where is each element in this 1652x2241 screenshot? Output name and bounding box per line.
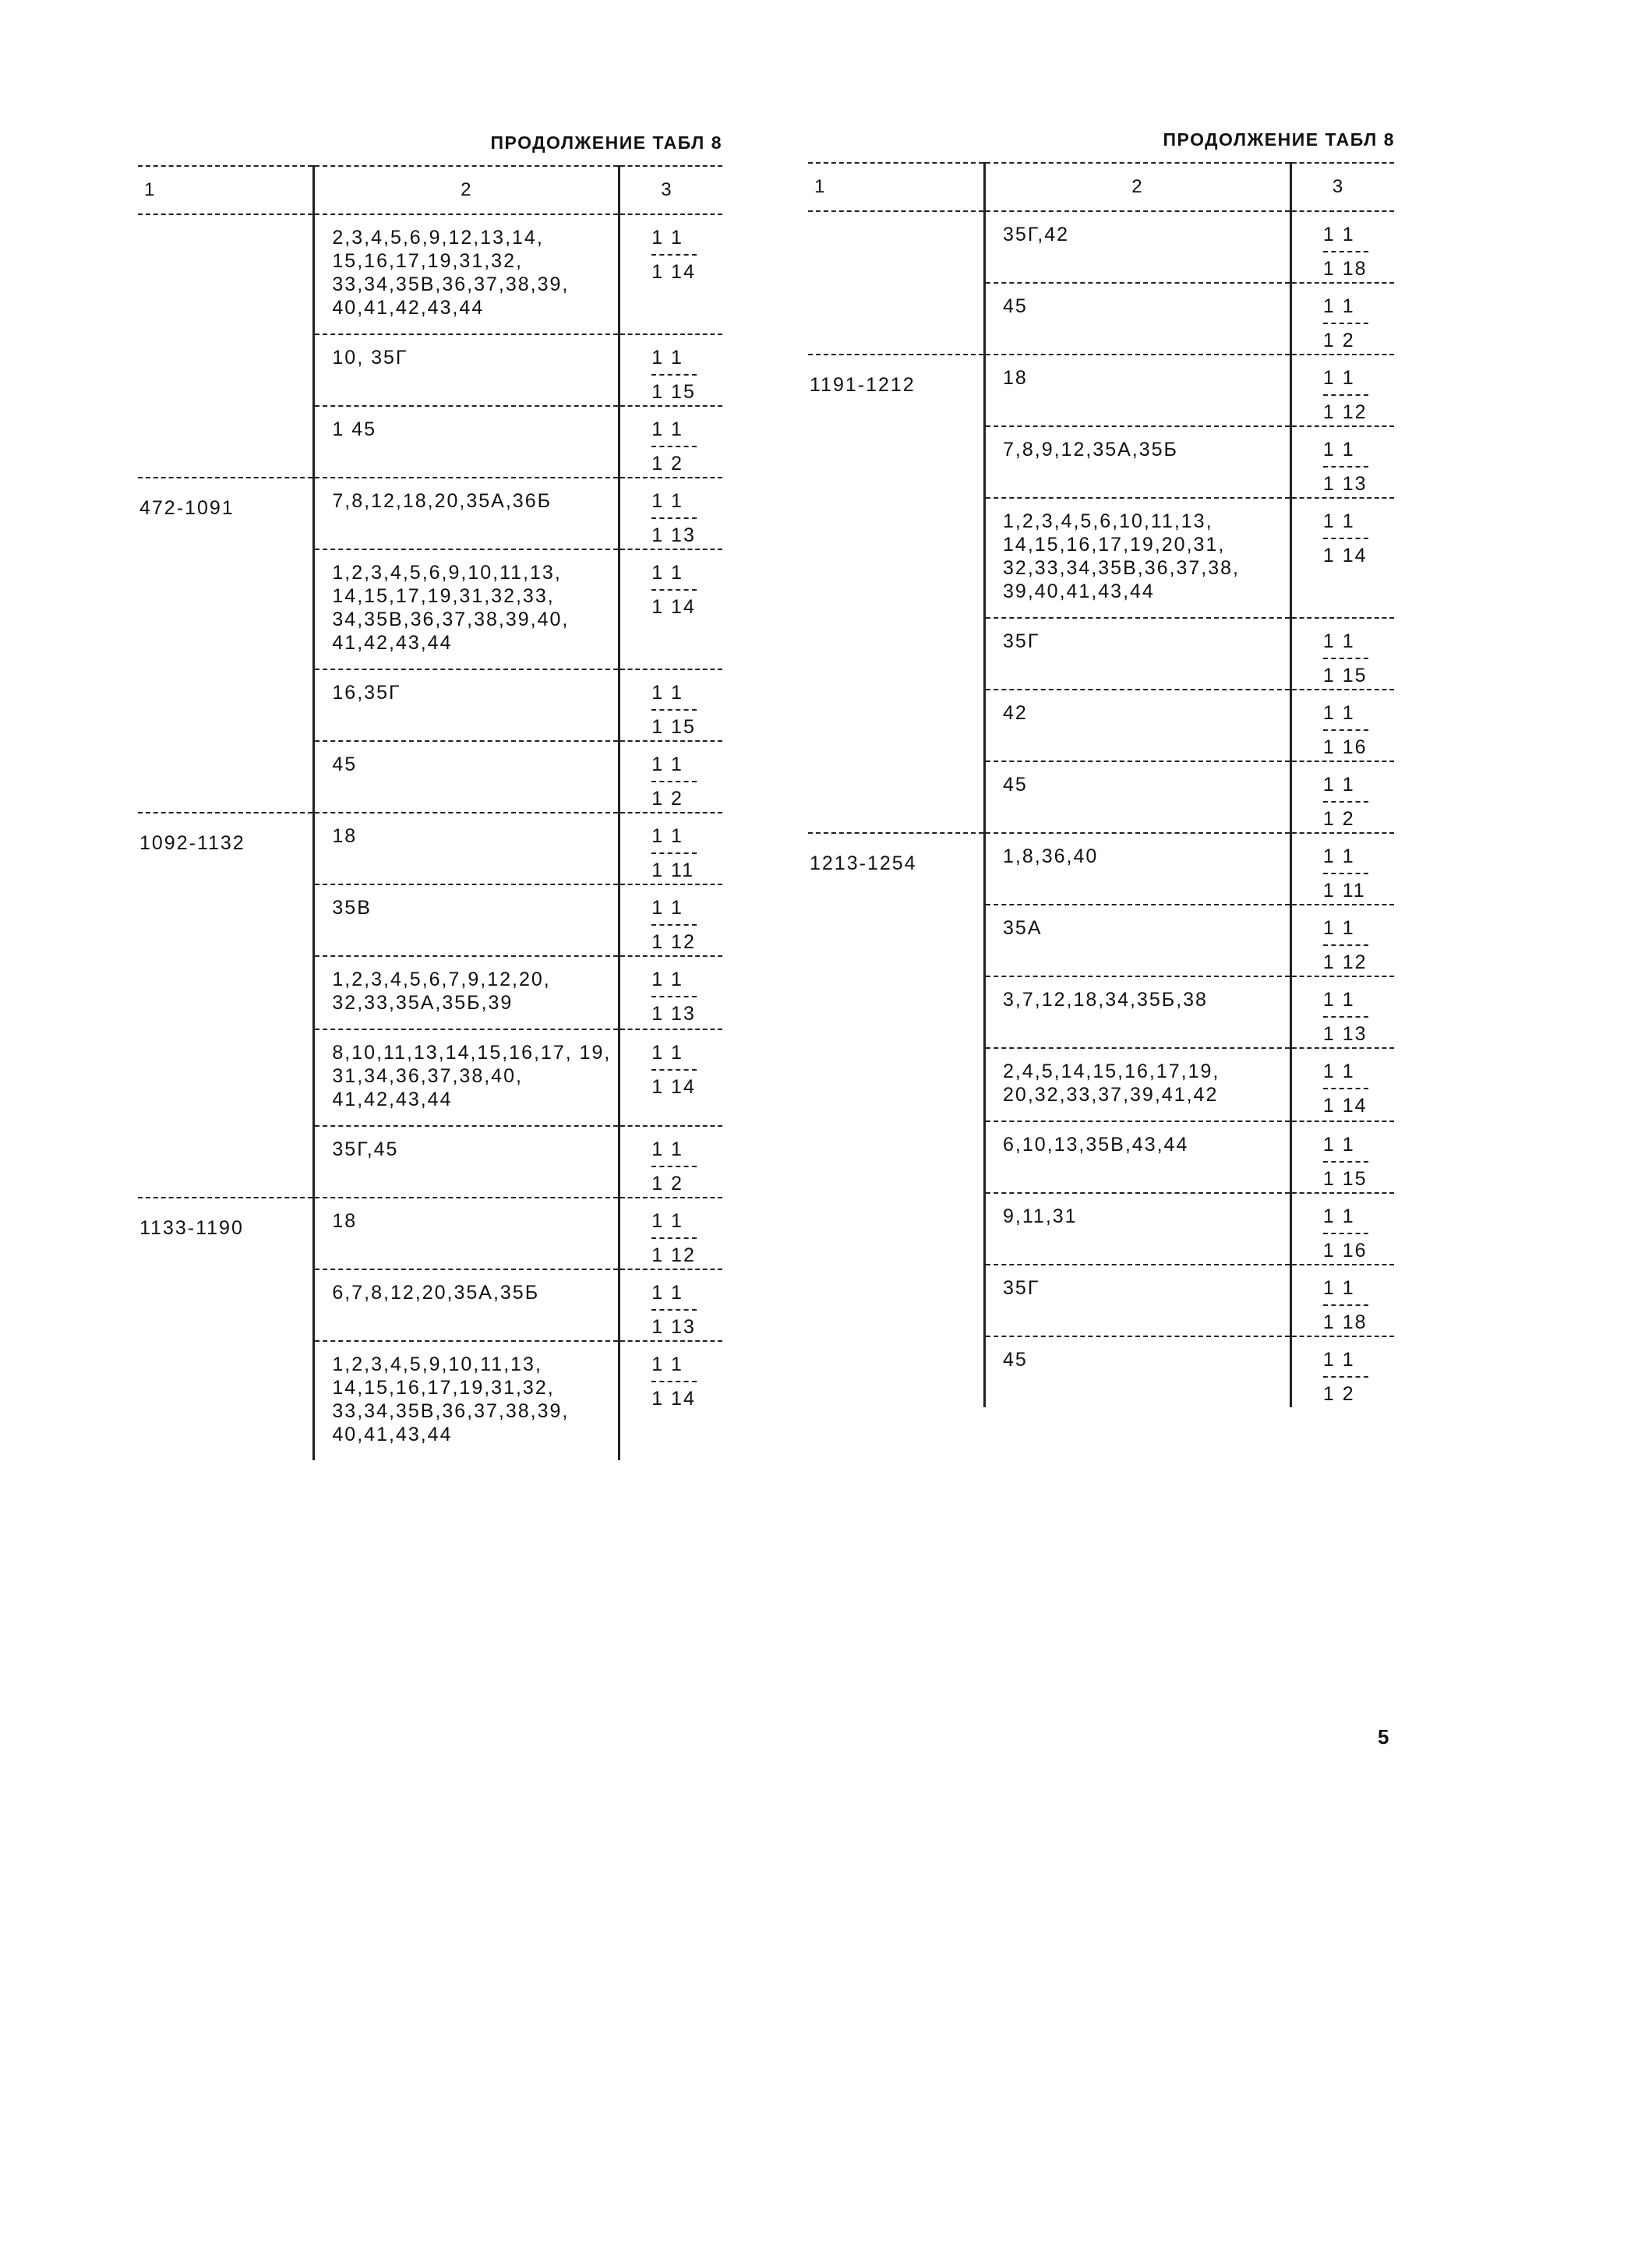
column-header-1: 1 [808, 163, 985, 211]
ratio-wrapper [1292, 499, 1394, 567]
continuation-table-right [808, 162, 1394, 1407]
fraction-denominator: 1 11 [1322, 880, 1366, 902]
codes-text: 18 [332, 825, 358, 847]
ratio-cell [1290, 355, 1394, 426]
fraction [651, 1138, 697, 1195]
ratio-wrapper [1292, 1122, 1394, 1191]
ratio-cell [620, 549, 722, 669]
codes-text: 16,35Г [332, 682, 401, 704]
ratio-cell [1290, 1265, 1394, 1336]
fraction-numerator: 1 1 [651, 753, 683, 775]
codes-text: 6,7,8,12,20,35А,35Б [332, 1282, 540, 1304]
fraction-bar [1323, 1016, 1368, 1018]
fraction-bar [1323, 251, 1368, 252]
fraction-numerator: 1 1 [1322, 845, 1355, 867]
table-row [138, 1198, 722, 1269]
fraction [1323, 630, 1368, 687]
fraction-numerator: 1 1 [651, 1282, 683, 1304]
fraction-bar [1323, 1304, 1368, 1306]
fraction-denominator: 1 14 [1322, 545, 1368, 566]
fraction-denominator: 1 16 [1322, 1240, 1368, 1262]
codes-cell [314, 669, 620, 741]
range-cell: 472-1091 [138, 478, 314, 813]
ratio-wrapper [620, 885, 722, 954]
table-row [808, 211, 1394, 283]
ratio-cell [1290, 905, 1394, 976]
codes-text: 1 45 [332, 418, 377, 440]
codes-text: 10, 35Г [332, 347, 408, 369]
ratio-cell [620, 1341, 722, 1460]
fraction-denominator: 1 18 [1322, 1311, 1368, 1333]
fraction-bar [651, 589, 697, 591]
fraction [651, 561, 697, 619]
fraction [1323, 1133, 1368, 1191]
codes-text: 1,2,3,4,5,6,10,11,13, 14,15,16,17,19,20,31, 32,33,34,35В,36,37,38, 39,40,41,43,44 [1003, 510, 1240, 602]
ratio-cell [620, 406, 722, 478]
range-cell: 1191-1212 [808, 355, 985, 833]
codes-cell [985, 1048, 1291, 1121]
fraction [1323, 1348, 1368, 1406]
ratio-wrapper [1292, 977, 1394, 1046]
fraction [651, 1281, 697, 1339]
codes-cell [985, 498, 1291, 618]
table-row [138, 478, 722, 549]
codes-cell [314, 549, 620, 669]
fraction-bar [651, 852, 697, 854]
ratio-wrapper [1292, 762, 1394, 831]
codes-cell [985, 426, 1291, 498]
ratio-wrapper [620, 550, 722, 619]
codes-cell [985, 905, 1291, 976]
ratio-wrapper [620, 1030, 722, 1099]
fraction-denominator: 1 13 [1322, 473, 1368, 495]
fraction-denominator: 1 13 [651, 1316, 696, 1338]
codes-text: 3,7,12,18,34,35Б,38 [1003, 989, 1208, 1011]
ratio-wrapper [620, 957, 722, 1025]
fraction-numerator: 1 1 [1322, 774, 1355, 796]
fraction-denominator: 1 14 [651, 1388, 696, 1410]
codes-cell [314, 214, 620, 334]
fraction-bar [651, 517, 697, 519]
codes-cell [985, 761, 1291, 833]
codes-text: 35Г [1003, 1277, 1040, 1299]
ratio-wrapper [1292, 427, 1394, 496]
table-caption: ПРОДОЛЖЕНИЕ ТАБЛ 8 [490, 132, 722, 153]
fraction-numerator: 1 1 [651, 490, 683, 512]
fraction-denominator: 1 15 [1322, 665, 1368, 686]
codes-text: 35Г,45 [332, 1138, 399, 1160]
ratio-wrapper [1292, 355, 1394, 424]
codes-text: 42 [1003, 702, 1028, 724]
codes-text: 35А [1003, 917, 1043, 939]
fraction [1323, 916, 1368, 974]
fraction-numerator: 1 1 [651, 682, 683, 704]
codes-cell [985, 355, 1291, 426]
codes-cell [314, 956, 620, 1029]
fraction-bar [1323, 801, 1368, 803]
ratio-wrapper [1292, 834, 1394, 902]
fraction-denominator: 1 13 [651, 524, 696, 546]
codes-text: 7,8,12,18,20,35А,36Б [332, 490, 552, 512]
fraction-denominator: 1 14 [1322, 1095, 1368, 1117]
fraction [651, 418, 697, 475]
ratio-wrapper [620, 1270, 722, 1339]
codes-text: 1,8,36,40 [1003, 845, 1099, 867]
ratio-wrapper [1292, 1337, 1394, 1406]
ratio-wrapper [1292, 690, 1394, 759]
fraction-numerator: 1 1 [651, 1138, 683, 1160]
fraction-numerator: 1 1 [1322, 439, 1355, 461]
fraction [1323, 1060, 1368, 1117]
fraction-bar [651, 446, 697, 447]
codes-text: 2,3,4,5,6,9,12,13,14, 15,16,17,19,31,32, 33,34,35В,36,37,38,39, 40,41,42,43,44 [332, 227, 570, 319]
fraction-numerator: 1 1 [651, 347, 683, 369]
range-cell: 1092-1132 [138, 813, 314, 1198]
fraction-bar [651, 1069, 697, 1071]
fraction-bar [1323, 323, 1368, 324]
fraction [1323, 1205, 1368, 1262]
ratio-cell [620, 741, 722, 813]
ratio-wrapper [620, 1198, 722, 1267]
fraction [651, 489, 697, 547]
fraction-numerator: 1 1 [1322, 1349, 1355, 1371]
ratio-cell [1290, 761, 1394, 833]
table-row [808, 833, 1394, 905]
ratio-cell [1290, 426, 1394, 498]
ratio-cell [620, 813, 722, 884]
fraction-numerator: 1 1 [1322, 1205, 1355, 1227]
fraction-bar [651, 709, 697, 711]
range-cell [808, 211, 985, 355]
fraction-denominator: 1 13 [651, 1003, 696, 1025]
codes-text: 45 [1003, 1349, 1028, 1371]
range-cell: 1133-1190 [138, 1198, 314, 1460]
table-row [138, 813, 722, 884]
ratio-wrapper [620, 1342, 722, 1410]
ratio-wrapper [620, 813, 722, 882]
fraction-bar [651, 781, 697, 782]
fraction-denominator: 1 12 [1322, 951, 1368, 973]
ratio-wrapper [620, 478, 722, 547]
ratio-cell [1290, 976, 1394, 1048]
fraction-bar [651, 1309, 697, 1311]
fraction-bar [651, 1381, 697, 1382]
codes-cell [314, 1198, 620, 1269]
fraction-numerator: 1 1 [1322, 630, 1355, 652]
header-row [138, 166, 722, 214]
codes-text: 7,8,9,12,35А,35Б [1003, 439, 1178, 461]
codes-text: 35Г [1003, 630, 1040, 652]
ratio-cell [620, 1198, 722, 1269]
fraction [651, 346, 697, 404]
fraction-denominator: 1 18 [1322, 258, 1368, 280]
fraction-bar [1323, 944, 1368, 946]
codes-text: 45 [332, 753, 358, 775]
fraction-numerator: 1 1 [1322, 989, 1355, 1011]
fraction-denominator: 1 15 [1322, 1168, 1368, 1190]
fraction [1323, 988, 1368, 1046]
ratio-cell [1290, 618, 1394, 690]
ratio-cell [620, 478, 722, 549]
fraction-denominator: 1 12 [1322, 401, 1368, 423]
fraction-bar [1323, 1376, 1368, 1378]
codes-cell [985, 1265, 1291, 1336]
fraction-numerator: 1 1 [1322, 295, 1355, 317]
fraction-numerator: 1 1 [1322, 702, 1355, 724]
fraction-bar [651, 924, 697, 926]
codes-text: 2,4,5,14,15,16,17,19, 20,32,33,37,39,41,42 [1003, 1061, 1220, 1106]
ratio-cell [1290, 1048, 1394, 1121]
column-header-1: 1 [138, 166, 314, 214]
fraction-bar [1323, 873, 1368, 874]
codes-text: 1,2,3,4,5,9,10,11,13, 14,15,16,17,19,31,32, 33,34,35В,36,37,38,39, 40,41,43,44 [332, 1353, 570, 1445]
fraction-bar [1323, 1088, 1368, 1089]
codes-text: 6,10,13,35В,43,44 [1003, 1134, 1189, 1156]
codes-text: 45 [1003, 774, 1028, 796]
fraction-numerator: 1 1 [651, 418, 683, 440]
fraction-bar [651, 254, 697, 256]
fraction-numerator: 1 1 [1322, 510, 1355, 532]
ratio-cell [1290, 211, 1394, 283]
codes-cell [985, 833, 1291, 905]
column-header-2: 2 [985, 163, 1291, 211]
codes-cell [314, 741, 620, 813]
fraction-bar [1323, 1233, 1368, 1234]
ratio-wrapper [620, 670, 722, 739]
fraction [651, 753, 697, 810]
codes-cell [314, 406, 620, 478]
fraction-bar [1323, 1161, 1368, 1163]
ratio-cell [620, 1126, 722, 1198]
codes-text: 8,10,11,13,14,15,16,17, 19, 31,34,36,37,38,40, 41,42,43,44 [332, 1042, 612, 1110]
table-row [138, 214, 722, 334]
fraction [1323, 438, 1368, 496]
ratio-wrapper [620, 1127, 722, 1195]
ratio-wrapper [1292, 1049, 1394, 1117]
fraction-numerator: 1 1 [651, 1353, 683, 1375]
fraction [1323, 701, 1368, 759]
ratio-wrapper [1292, 905, 1394, 974]
codes-cell [314, 478, 620, 549]
ratio-cell [620, 884, 722, 956]
codes-cell [314, 813, 620, 884]
fraction [651, 681, 697, 739]
ratio-cell [1290, 283, 1394, 355]
fraction-bar [651, 996, 697, 997]
fraction-denominator: 1 15 [651, 381, 696, 403]
fraction-denominator: 1 14 [651, 1076, 696, 1098]
fraction-denominator: 1 2 [1322, 330, 1355, 351]
ratio-cell [620, 1269, 722, 1341]
fraction-denominator: 1 2 [651, 788, 683, 810]
codes-cell [985, 618, 1291, 690]
ratio-wrapper [620, 335, 722, 404]
continuation-table-left [138, 165, 722, 1460]
fraction-numerator: 1 1 [1322, 224, 1355, 245]
range-cell [138, 214, 314, 478]
page-number: 5 [1378, 1725, 1389, 1749]
fraction-denominator: 1 12 [651, 931, 696, 953]
fraction [1323, 295, 1368, 352]
table-caption: ПРОДОЛЖЕНИЕ ТАБЛ 8 [1163, 129, 1395, 150]
fraction-numerator: 1 1 [1322, 917, 1355, 939]
codes-cell [985, 976, 1291, 1048]
codes-cell [314, 1029, 620, 1126]
table-body [808, 211, 1394, 1407]
ratio-cell [1290, 1121, 1394, 1193]
ratio-cell [1290, 1193, 1394, 1265]
fraction-numerator: 1 1 [651, 1042, 683, 1064]
ratio-cell [620, 669, 722, 741]
ratio-wrapper [620, 742, 722, 810]
fraction [1323, 366, 1368, 424]
fraction-bar [1323, 394, 1368, 396]
fraction-denominator: 1 12 [651, 1244, 696, 1266]
fraction [651, 1209, 697, 1267]
ratio-wrapper [1292, 212, 1394, 281]
fraction-numerator: 1 1 [1322, 1061, 1355, 1082]
fraction [651, 1041, 697, 1099]
ratio-wrapper [620, 215, 722, 284]
ratio-wrapper [1292, 619, 1394, 687]
column-header-3: 3 [1290, 163, 1394, 211]
fraction-numerator: 1 1 [1322, 1277, 1355, 1299]
fraction [651, 226, 697, 284]
table-row [808, 355, 1394, 426]
fraction-numerator: 1 1 [1322, 367, 1355, 389]
codes-cell [985, 690, 1291, 761]
column-header-2: 2 [314, 166, 620, 214]
fraction-denominator: 1 15 [651, 716, 696, 738]
fraction [651, 968, 697, 1025]
fraction-denominator: 1 16 [1322, 736, 1368, 758]
fraction-denominator: 1 2 [651, 1173, 683, 1195]
codes-text: 45 [1003, 295, 1028, 317]
codes-cell [985, 211, 1291, 283]
codes-cell [314, 1341, 620, 1460]
fraction-denominator: 1 2 [651, 453, 683, 475]
codes-text: 35Г,42 [1003, 224, 1070, 245]
table-body [138, 214, 722, 1460]
fraction-numerator: 1 1 [651, 897, 683, 919]
codes-text: 9,11,31 [1003, 1205, 1078, 1227]
fraction-numerator: 1 1 [651, 562, 683, 584]
fraction [1323, 845, 1368, 902]
codes-text: 18 [332, 1210, 358, 1232]
ratio-cell [620, 214, 722, 334]
fraction-bar [651, 1237, 697, 1239]
ratio-cell [620, 1029, 722, 1126]
ratio-wrapper [1292, 1194, 1394, 1262]
fraction [1323, 1276, 1368, 1334]
codes-cell [314, 1126, 620, 1198]
header-row [808, 163, 1394, 211]
fraction-denominator: 1 2 [1322, 1383, 1355, 1405]
fraction-numerator: 1 1 [651, 227, 683, 249]
codes-text: 18 [1003, 367, 1028, 389]
fraction-bar [1323, 658, 1368, 659]
codes-cell [985, 1121, 1291, 1193]
fraction [1323, 223, 1368, 281]
codes-text: 1,2,3,4,5,6,9,10,11,13, 14,15,17,19,31,32,33, 34,35В,36,37,38,39,40, 41,42,43,44 [332, 562, 570, 654]
ratio-cell [620, 956, 722, 1029]
fraction-denominator: 1 14 [651, 261, 696, 283]
fraction [651, 824, 697, 882]
codes-cell [314, 334, 620, 406]
fraction-numerator: 1 1 [651, 969, 683, 990]
ratio-cell [620, 334, 722, 406]
column-header-3: 3 [620, 166, 722, 214]
fraction [1323, 773, 1368, 831]
fraction-denominator: 1 2 [1322, 808, 1355, 830]
fraction-denominator: 1 11 [651, 859, 694, 881]
ratio-cell [1290, 690, 1394, 761]
ratio-cell [1290, 833, 1394, 905]
ratio-wrapper [620, 407, 722, 475]
fraction-denominator: 1 13 [1322, 1023, 1368, 1045]
codes-cell [314, 884, 620, 956]
codes-text: 1,2,3,4,5,6,7,9,12,20, 32,33,35А,35Б,39 [332, 969, 551, 1014]
fraction-bar [1323, 729, 1368, 731]
codes-cell [985, 283, 1291, 355]
ratio-wrapper [1292, 284, 1394, 352]
fraction-bar [651, 374, 697, 376]
fraction [651, 896, 697, 954]
codes-cell [985, 1336, 1291, 1407]
fraction-numerator: 1 1 [1322, 1134, 1355, 1156]
ratio-cell [1290, 498, 1394, 618]
codes-cell [985, 1193, 1291, 1265]
fraction-numerator: 1 1 [651, 825, 683, 847]
codes-cell [314, 1269, 620, 1341]
fraction-bar [651, 1166, 697, 1167]
fraction [1323, 510, 1368, 567]
fraction-numerator: 1 1 [651, 1210, 683, 1232]
fraction-denominator: 1 14 [651, 596, 696, 618]
ratio-cell [1290, 1336, 1394, 1407]
codes-text: 35В [332, 897, 372, 919]
ratio-wrapper [1292, 1265, 1394, 1334]
fraction [651, 1353, 697, 1410]
fraction-bar [1323, 466, 1368, 468]
range-cell: 1213-1254 [808, 833, 985, 1407]
fraction-bar [1323, 538, 1368, 539]
